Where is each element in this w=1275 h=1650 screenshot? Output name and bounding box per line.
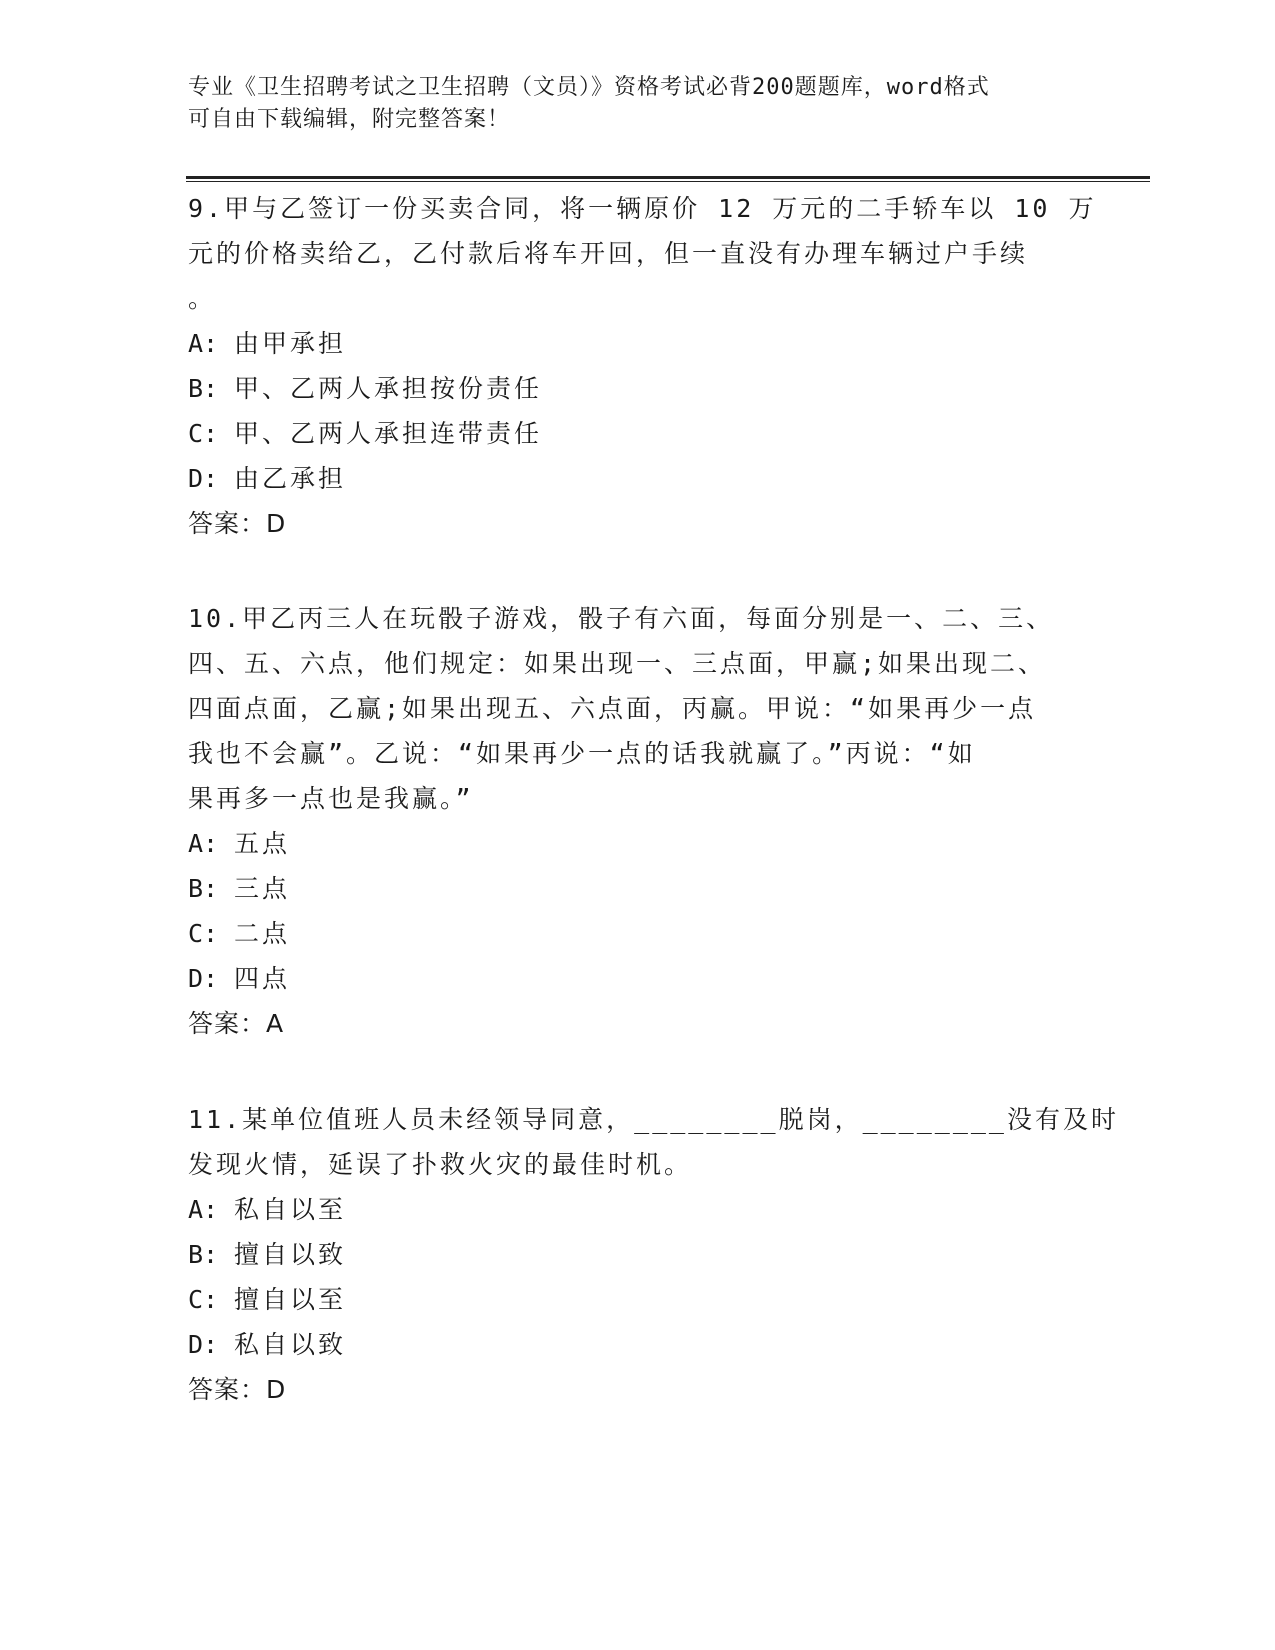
question-stem	[188, 1097, 1119, 1187]
option-b: B: 甲、乙两人承担按份责任	[188, 374, 543, 403]
question-stem	[188, 186, 1097, 321]
option-d: D: 由乙承担	[188, 464, 347, 493]
answer-line: 答案：A	[188, 1009, 285, 1038]
question-stem	[188, 596, 1078, 821]
question-11	[188, 1097, 1119, 1412]
answer-line: 答案：D	[188, 1375, 287, 1404]
stem-line: 果再多一点也是我赢。”	[188, 784, 474, 813]
option-c: C: 擅自以至	[188, 1285, 347, 1314]
stem-line: 发现火情，延误了扑救火灾的最佳时机。	[188, 1150, 693, 1179]
document-header	[188, 72, 1068, 136]
stem-line: 10.甲乙丙三人在玩骰子游戏，骰子有六面，每面分别是一、二、三、	[188, 604, 1055, 633]
stem-line: 11.某单位值班人员未经领导同意，________脱岗，________没有及时	[188, 1105, 1119, 1134]
option-b: B: 擅自以致	[188, 1240, 347, 1269]
stem-line: 9.甲与乙签订一份买卖合同，将一辆原价 12 万元的二手轿车以 10 万	[188, 194, 1097, 223]
header-line-1: 专业《卫生招聘考试之卫生招聘（文员）》资格考试必背200题题库，word格式	[188, 75, 990, 100]
option-a: A: 五点	[188, 829, 291, 858]
question-9	[188, 186, 1097, 546]
option-c: C: 二点	[188, 919, 291, 948]
header-line-2: 可自由下载编辑，附完整答案！	[188, 107, 511, 132]
stem-line: 。	[188, 284, 217, 313]
header-divider	[186, 176, 1150, 182]
option-a: A: 由甲承担	[188, 329, 347, 358]
stem-line: 四、五、六点，他们规定：如果出现一、三点面，甲赢;如果出现二、	[188, 649, 1047, 678]
option-a: A: 私自以至	[188, 1195, 347, 1224]
option-c: C: 甲、乙两人承担连带责任	[188, 419, 543, 448]
option-b: B: 三点	[188, 874, 291, 903]
option-d: D: 私自以致	[188, 1330, 347, 1359]
question-10	[188, 596, 1078, 1046]
stem-line: 元的价格卖给乙，乙付款后将车开回，但一直没有办理车辆过户手续	[188, 239, 1029, 268]
option-d: D: 四点	[188, 964, 291, 993]
answer-line: 答案：D	[188, 509, 287, 538]
stem-line: 四面点面，乙赢;如果出现五、六点面，丙赢。甲说：“如果再少一点	[188, 694, 1037, 723]
stem-line: 我也不会赢”。乙说：“如果再少一点的话我就赢了。”丙说：“如	[188, 739, 976, 768]
